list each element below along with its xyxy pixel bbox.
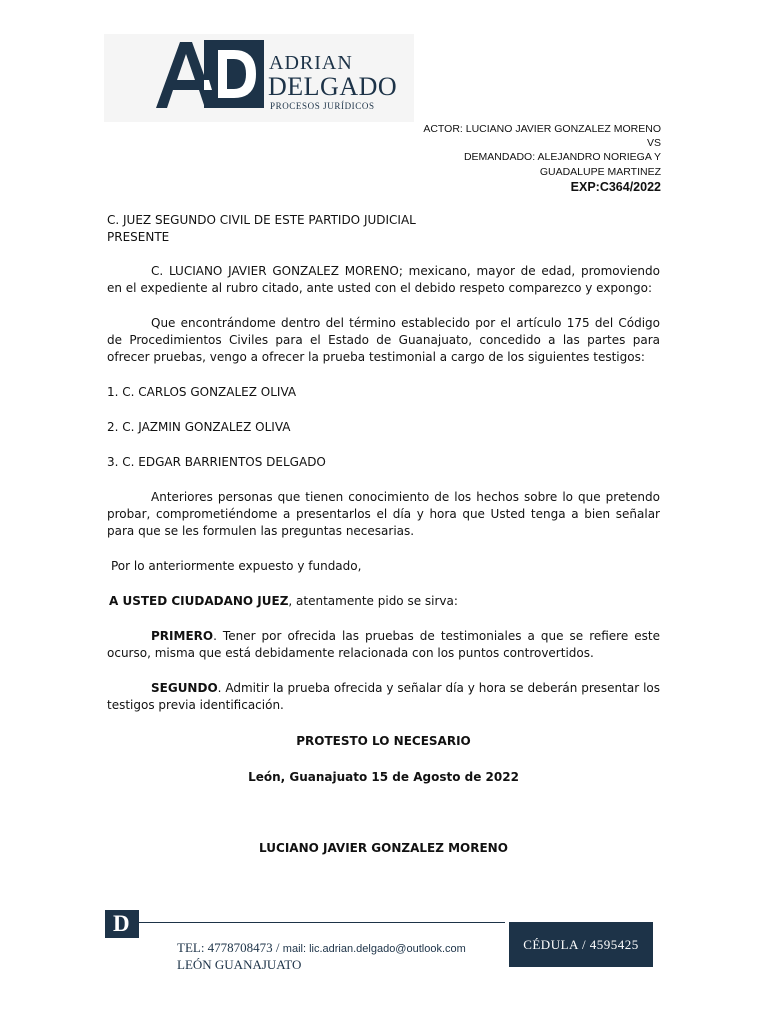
case-actor: ACTOR: LUCIANO JAVIER GONZALEZ MORENO [423,123,661,135]
segundo-paragraph [107,680,660,714]
segundo-text: . Admitir la prueba ofrecida y señalar día y hora se deberán presentar los testigos previa identificación. [107,681,660,712]
footer-contact [177,940,466,973]
letterhead-footer [105,898,653,974]
place-date: León, Guanajuato 15 de Agosto de 2022 [248,770,519,784]
footer-logo-letter: D [113,911,130,936]
footer-phone-mail [177,940,466,957]
case-expediente: EXP:C364/2022 [570,179,661,194]
primero-label: PRIMERO [151,629,214,643]
case-demandado-line2: GUADALUPE MARTINEZ [539,165,661,178]
juez-rest-text: , atentamente pido se sirva: [288,594,458,608]
document-body [107,212,660,857]
address-judge: C. JUEZ SEGUNDO CIVIL DE ESTE PARTIDO JUDICIAL [107,213,416,227]
term-paragraph: Que encontrándome dentro del término establecido por el artículo 175 del Código de Procedimientos Civiles para el Estado de Guanajuato, concedido a las partes para ofrecer pruebas, vengo a ofrecer la prueba testimonial a cargo de los siguientes testigos: [107,316,660,364]
address-presente: PRESENTE [107,230,170,244]
logo-name-first: ADRIAN [269,52,353,74]
segundo-label: SEGUNDO [151,681,218,695]
primero-text: . Tener por ofrecida las pruebas de testimoniales a que se refiere este ocurso, misma que está debidamente relacionada con los puntos controvertidos. [107,629,660,660]
cedula-badge: CÉDULA / 4595425 [509,922,653,967]
primero-paragraph [107,628,660,662]
intro-paragraph: C. LUCIANO JAVIER GONZALEZ MORENO; mexicano, mayor de edad, promoviendo en el expediente al rubro citado, ante usted con el debido respeto comparezco y expongo: [107,264,660,295]
expuesto-paragraph: Por lo anteriormente expuesto y fundado, [111,559,362,573]
footer-city: LEÓN GUANAJUATO [177,957,302,972]
logo-tagline: PROCESOS JURÍDICOS [270,101,375,111]
footer-phone: TEL: 4778708473 / [177,940,283,955]
witness-item: 2. C. JAZMIN GONZALEZ OLIVA [107,420,291,434]
juez-bold-text: A USTED CIUDADANO JUEZ [109,594,289,608]
case-header [423,122,661,196]
juez-paragraph [107,593,660,610]
case-vs: VS [646,137,661,150]
protesto-heading: PROTESTO LO NECESARIO [296,734,471,748]
footer-divider [135,922,505,923]
witness-item: 3. C. EDGAR BARRIENTOS DELGADO [107,455,326,469]
ad-monogram-logo [156,40,264,108]
footer-email: mail: lic.adrian.delgado@outlook.com [282,943,466,955]
signer-name: LUCIANO JAVIER GONZALEZ MORENO [259,841,508,855]
footer-logo-mark [105,910,139,938]
letterhead-logo [104,34,414,122]
witness-item: 1. C. CARLOS GONZALEZ OLIVA [107,385,297,399]
logo-name-last: DELGADO [268,72,398,101]
case-demandado-line1: DEMANDADO: ALEJANDRO NORIEGA Y [463,151,661,164]
persons-paragraph: Anteriores personas que tienen conocimiento de los hechos sobre lo que pretendo probar, comprometiéndome a presentarlos el día y hora que Usted tenga a bien señalar para que se les formulen las preguntas necesarias. [107,490,660,538]
